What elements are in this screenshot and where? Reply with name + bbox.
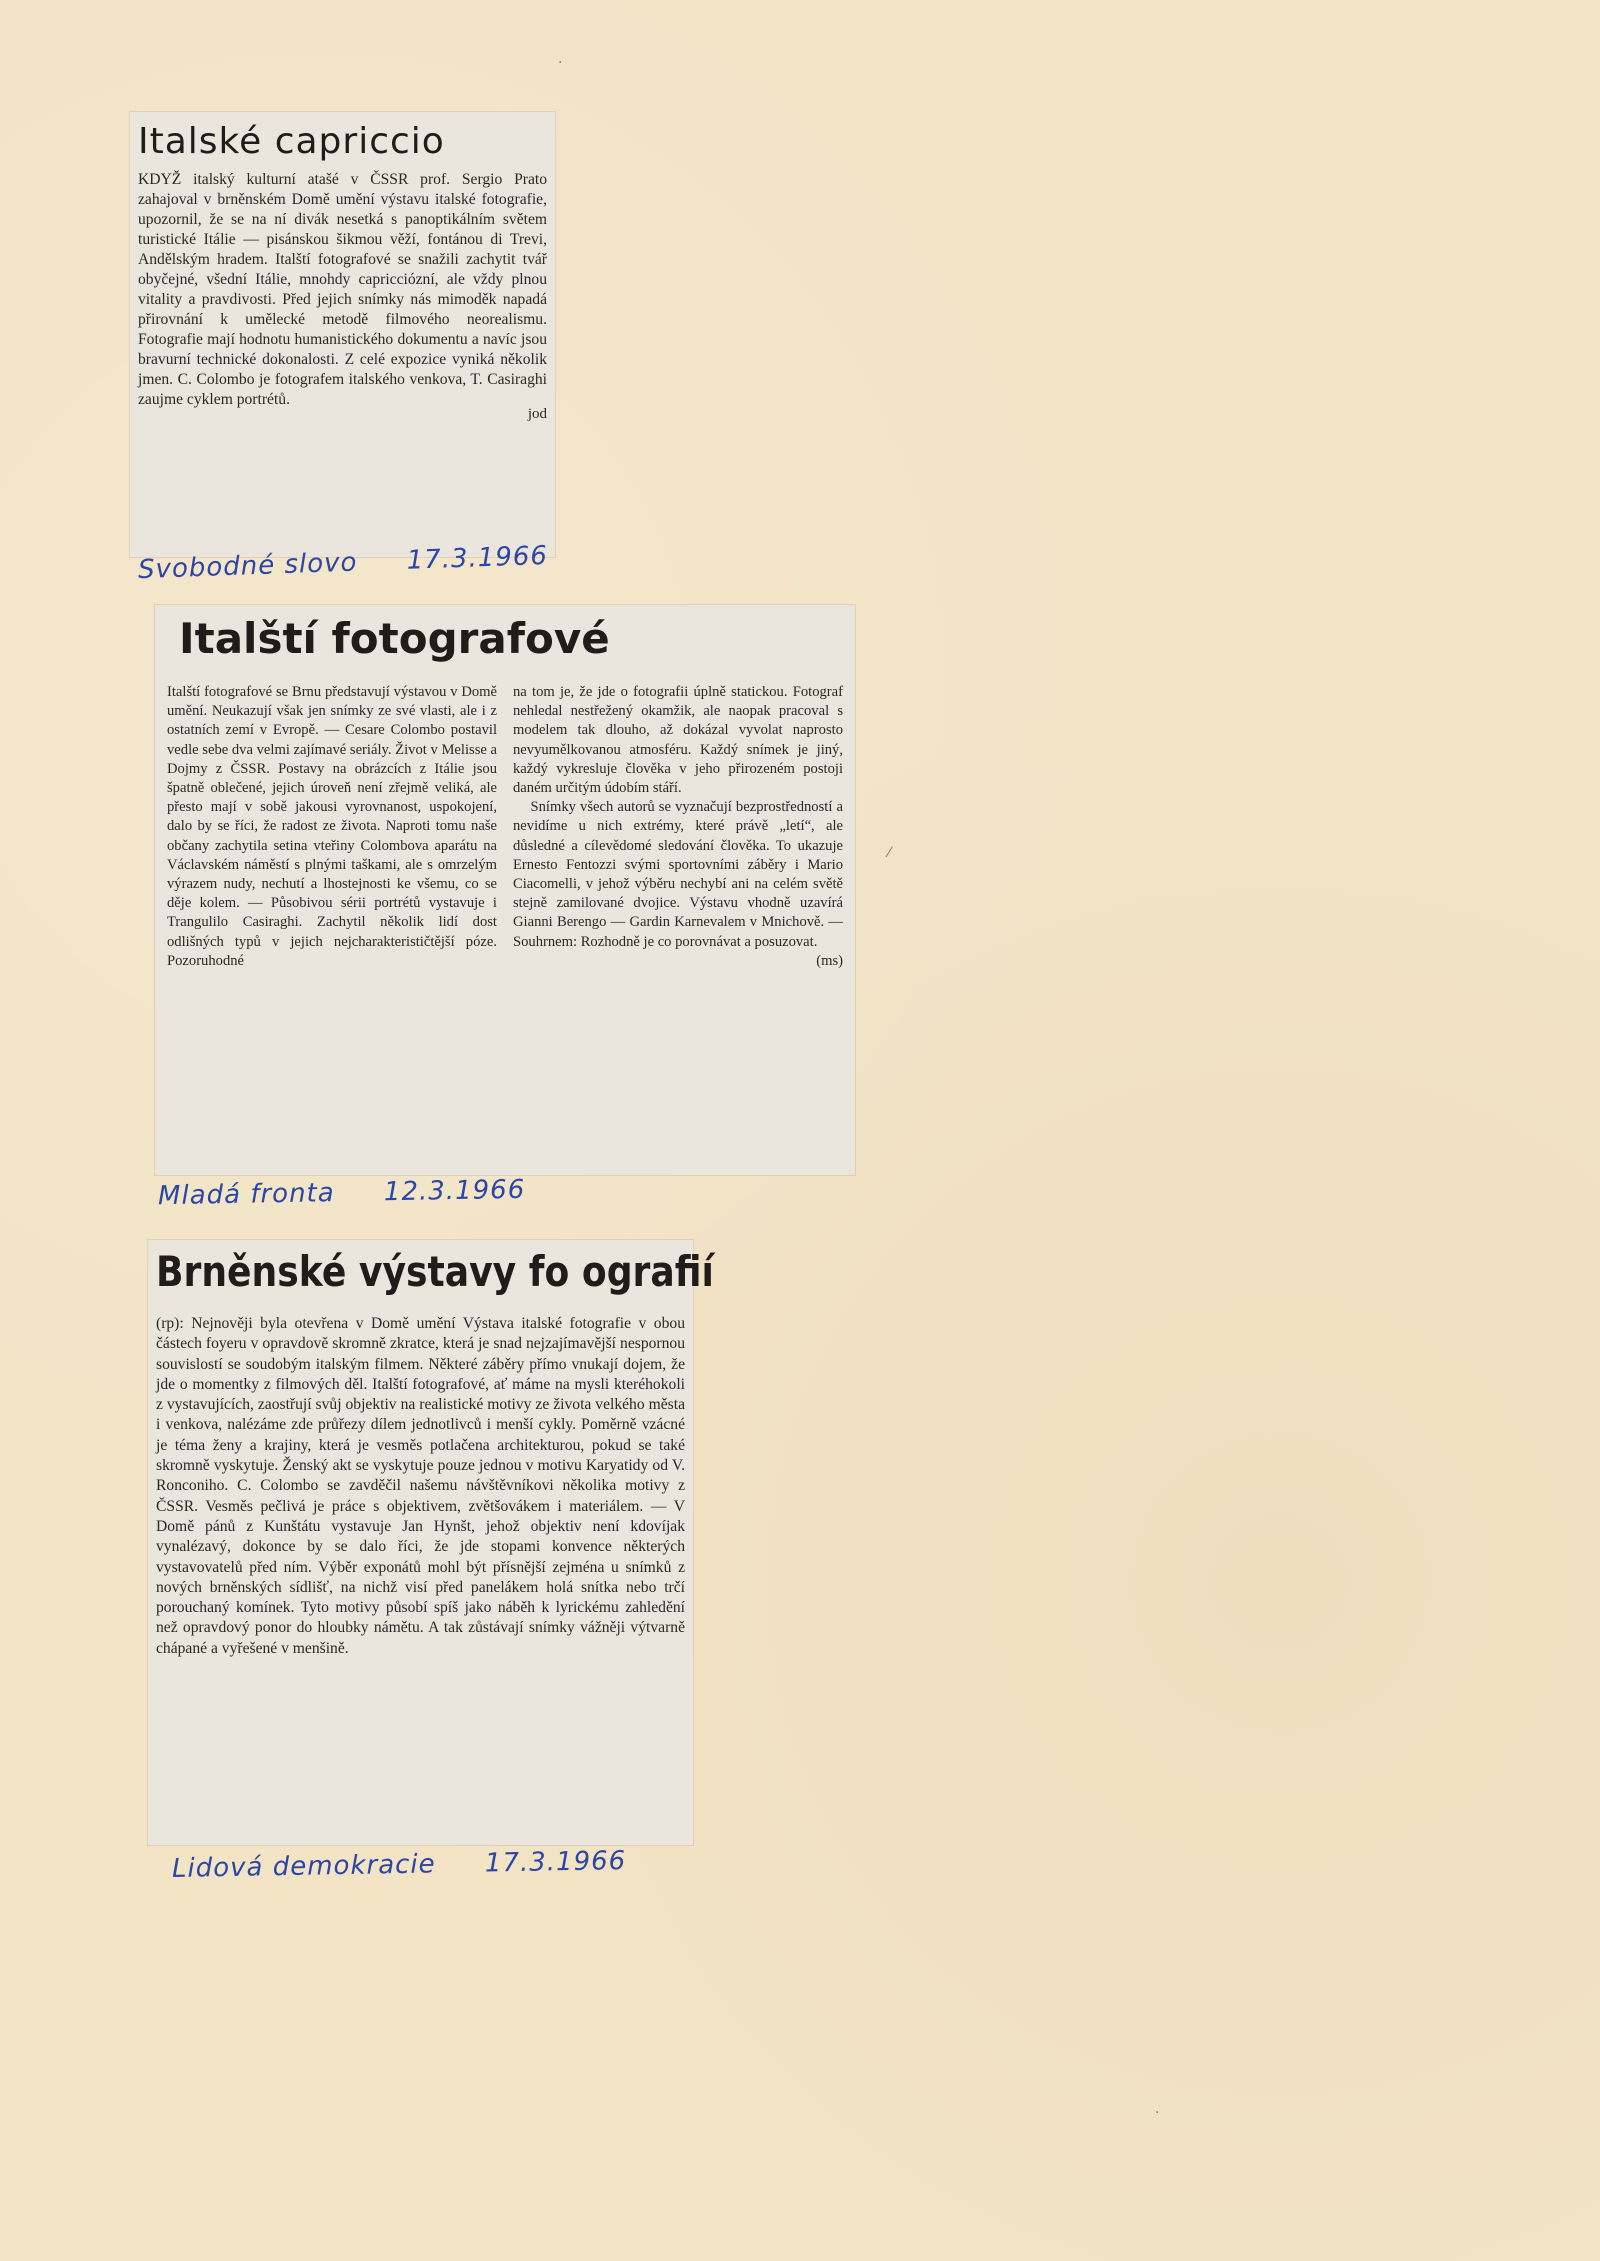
paper-speck: ⁄ [888,845,891,861]
paragraph: Snímky všech autorů se vyznačují bezprostředností a nevidíme u nich extrémy, které právě „letí“, ale důsledné a cílevědomé sledování člověka. To ukazuje Ernesto Fentozzi svými sportovními záběry i Mario Ciacomelli, v jehož výběru nechybí ani na celém světě stejně zamilované dvojice. Výstavu vhodně uzavírá Gianni Berengo — Gardin Karnevalem v Mnichově. — Souhrnem: Rozhodně je co porovnávat a posuzovat. [513,799,843,950]
paper-speck: · [1155,2105,1160,2121]
clipping-brnenske-vystavy [148,1240,714,1845]
clipping-italske-capriccio [130,112,555,557]
publication-name: Mladá fronta [157,1178,335,1212]
headline: Brněnské výstavy fo ografií [156,1247,714,1296]
article-columns [167,683,843,971]
handwritten-source-note [158,1175,526,1211]
publication-date: 17.3.1966 [484,1846,627,1879]
handwritten-source-note [172,1846,627,1884]
publication-name: Svobodné slovo [137,547,358,586]
publication-date: 17.3.1966 [406,540,549,576]
paragraph: na tom je, že jde o fotografii úplně statickou. Fotograf nehledal nestřežený okamžik, ale naopak pracoval s modelem tak dlouho, až dokázal vyvolat naprosto nevyumělkovanou atmosféru. Každý snímek je jiný, každý vykresluje člověka v jeho přirozeném postoji daném určitým údobím stáří. [513,684,843,797]
headline: Italské capriccio [138,121,445,162]
publication-name: Lidová demokracie [171,1849,436,1884]
article-body: (rp): Nejnověji byla otevřena v Domě umění Výstava italské fotografie v obou částech foyeru v opravdově skromně zkratce, která je snad nejzajímavější nespornou souvislostí se soudobým italským filmem. Některé záběry přímo vnukají dojem, že jde o momentky z filmových děl. Italští fotografové, ať máme na mysli kteréhokoli z vystavujících, zaostřují svůj objektiv na realistické motivy ze života velkého města i venkova, nalézáme zde průřezy dílem jednotlivců i menší cykly. Poměrně vzácné je téma ženy a krajiny, která je vesměs potlačena architekturou, pokud se také skromně vyskytuje. Ženský akt se vyskytuje pouze jednou v motivu Karyatidy od V. Ronconiho. C. Colombo se zavděčil našemu návštěvníkovi několika motivy z ČSSR. Vesměs pečlivá je práce s objektivem, zvětšovákem i materiálem. — V Domě pánů z Kunštátu vystavuje Jan Hynšt, jehož objektiv není kdovíjak vynalézavý, dokonce by se dalo říci, že jde stopami konvence některých vystavovatelů před ním. Výběr exponátů mohl být přísnější zejména u snímků z nových brněnských sídlišť, na nichž visí před panelákem holá snítka nebo trčí porouchaný komínek. Tyto motivy působí spíš jako náběh k lyrickému zahledění než opravdový ponor do hloubky námětu. A tak zůstávají snímky vážněji výtvarně chápané a vyřešené v menšině. [156,1315,685,1657]
headline: Italští fotografové [179,614,610,663]
author-signature: jod [527,406,547,422]
paper-speck: · [558,55,563,71]
article-column-right [513,683,843,971]
publication-date: 12.3.1966 [383,1174,526,1208]
clipping-italsti-fotografove [155,605,855,1175]
article-column-left: Italští fotografové se Brnu představují výstavou v Domě umění. Neukazují však jen snímky ze své vlasti, ale i z ostatních zemí v Evropě. — Cesare Colombo postavil vedle sebe dva velmi zajímavé seriály. Život v Melisse a Dojmy z ČSSR. Postavy na obrázcích z Itálie jsou špatně oblečené, jejich úroveň není zřejmě veliká, ale přesto mají v sobě jakousi vyrovnanost, uspokojení, dalo by se říci, že radost ze života. Naproti tomu naše občany zachytila setina vteřiny Colombova aparátu na Václavském náměstí s plnými taškami, ale s omrzelým výrazem nudy, nechutí a lhostejnosti ke všemu, co se děje kolem. — Působivou sérii portrétů vystavuje i Trangulilo Casiraghi. Zachytil několik lidí dost odlišných typů v jejich nejcharakterističtější póze. Pozoruhodné [167,684,497,969]
author-signature: (ms) [816,952,843,969]
article-body: KDYŽ italský kulturní atašé v ČSSR prof. Sergio Prato zahajoval v brněnském Domě umění výstavu italské fotografie, upozornil, že se na ní divák nesetká s panoptikálním světem turistické Itálie — pisánskou šikmou věží, fontánou di Trevi, Andělským hradem. Italští fotografové se snažili zachytit tvář obyčejné, všední Itálie, mnohdy capricciózní, ale vždy plnou vitality a pravdivosti. Před jejich snímky nás mimoděk napadá přirovnání k umělecké metodě filmového neorealismu. Fotografie mají hodnotu humanistického dokumentu a navíc jsou bravurní technické dokonalosti. Z celé expozice vyniká několik jmen. C. Colombo je fotografem italského venkova, T. Casiraghi zaujme cyklem portrétů. [138,171,547,408]
